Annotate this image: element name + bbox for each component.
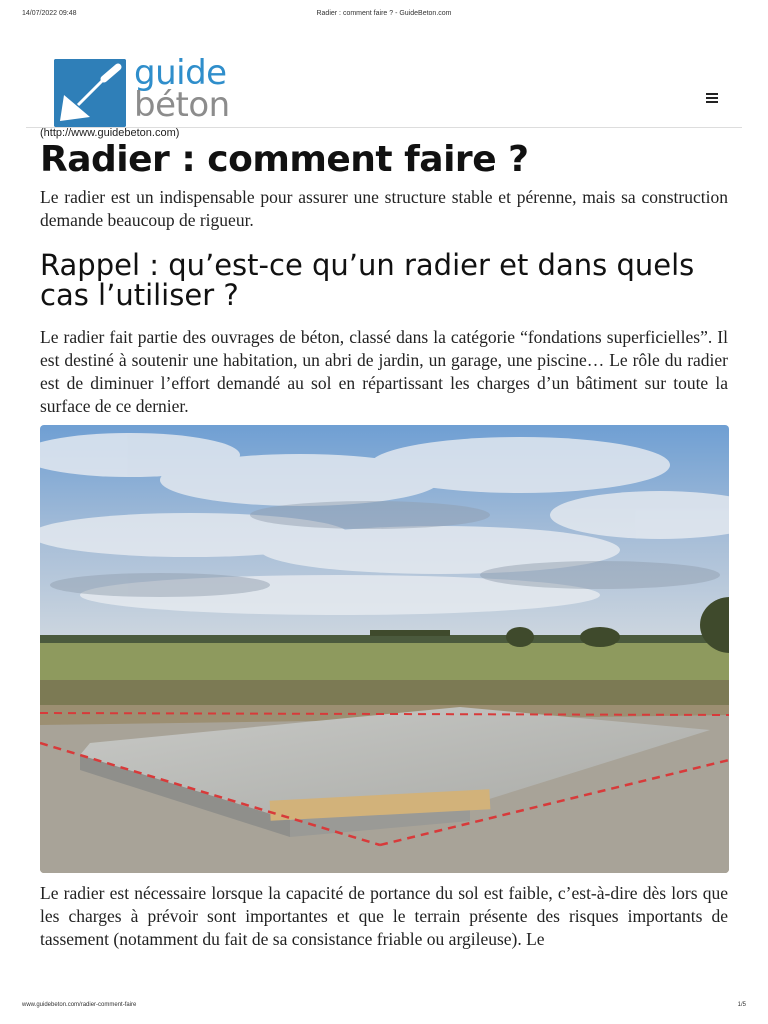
site-url-link[interactable]: (http://www.guidebeton.com) bbox=[40, 127, 180, 139]
print-page-title: Radier : comment faire ? - GuideBeton.com bbox=[316, 10, 452, 17]
article-paragraph: Le radier fait partie des ouvrages de béton, classé dans la catégorie “fondations superficielles”. Il est destiné à soutenir une habitation, un abri de jardin, un garage, une piscine… Le rôle du radier est de diminuer l’effort demandé au sol en répartissant les charges d’un bâtiment sur toute la surface de ce dernier. bbox=[40, 327, 728, 416]
page-title: Radier : comment faire ? bbox=[40, 139, 529, 180]
article-lead: Le radier est un indispensable pour assurer une structure stable et pérenne, mais sa construction demande beaucoup de rigueur. bbox=[40, 187, 728, 230]
logo-text-guide: guide bbox=[134, 53, 227, 93]
site-logo[interactable] bbox=[54, 53, 244, 127]
article-body-continued bbox=[40, 882, 728, 951]
print-header bbox=[22, 10, 746, 22]
article-content bbox=[40, 138, 728, 418]
print-footer bbox=[22, 1002, 746, 1012]
hamburger-menu-icon[interactable] bbox=[706, 93, 718, 103]
print-datetime: 14/07/2022 09:48 bbox=[22, 10, 77, 17]
logo-text-beton: béton bbox=[134, 85, 230, 125]
article-paragraph: Le radier est nécessaire lorsque la capacité de portance du sol est faible, c’est-à-dire dès lors que les charges à prévoir sont importantes et que le terrain présente des risques importants de tassement (notamment du fait de sa consistance friable ou argileuse). Le bbox=[40, 883, 728, 949]
section-heading: Rappel : qu’est-ce qu’un radier et dans quels cas l’utiliser ? bbox=[40, 248, 695, 312]
trowel-icon bbox=[54, 59, 126, 127]
page-number: 1/5 bbox=[737, 1002, 746, 1008]
article-photo-concrete-slab bbox=[40, 425, 729, 873]
print-footer-url: www.guidebeton.com/radier-comment-faire bbox=[22, 1002, 137, 1008]
site-header bbox=[26, 55, 742, 128]
